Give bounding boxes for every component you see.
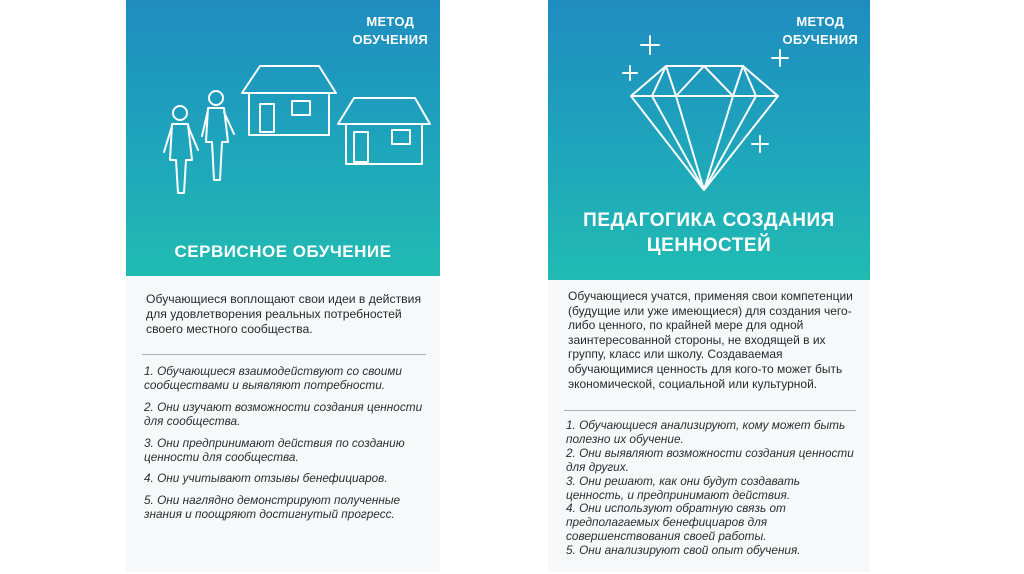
divider — [564, 410, 856, 411]
card-title-line-1: ПЕДАГОГИКА СОЗДАНИЯ — [583, 210, 835, 231]
step-text: 1. Обучающиеся взаимодействуют со своими сообществами и выявляют потребности. — [144, 364, 402, 393]
divider — [142, 354, 426, 355]
house-icon — [242, 66, 336, 135]
list-item — [144, 436, 430, 465]
service-learning-card — [126, 0, 440, 572]
card-header — [548, 0, 870, 280]
step-text: 4. Они учитывают отзывы бенефициаров. — [144, 471, 388, 486]
step-text: 3. Они решают, как они будут создавать ценность, и предпринимают действия. — [566, 473, 801, 502]
people-and-houses-icon — [126, 0, 440, 230]
step-text: 2. Они выявляют возможности создания ценности для других. — [566, 445, 854, 474]
list-item — [144, 471, 430, 485]
step-text: 5. Они анализируют свой опыт обучения. — [566, 543, 801, 558]
list-item — [566, 475, 860, 503]
list-item — [566, 447, 860, 475]
card-title-line-2: ЦЕННОСТЕЙ — [646, 235, 772, 256]
step-text: 1. Обучающиеся анализируют, кому может быть полезно их обучение. — [566, 418, 846, 446]
person-icon — [164, 106, 198, 193]
list-item — [566, 502, 860, 544]
step-text: 3. Они предпринимают действия по созданию ценности для сообщества. — [144, 435, 405, 465]
method-label-line-2: ОБУЧЕНИЯ — [352, 32, 428, 47]
steps-list — [144, 364, 430, 529]
method-label-line-1: МЕТОД — [366, 14, 415, 29]
list-item — [566, 419, 860, 447]
step-text: 5. Они наглядно демонстрируют полученные знания и поощряют достигнутый прогресс. — [144, 492, 401, 522]
value-creation-pedagogy-card — [548, 0, 870, 572]
steps-list — [566, 419, 860, 558]
list-item — [144, 364, 430, 393]
card-title — [548, 208, 870, 258]
card-title: СЕРВИСНОЕ ОБУЧЕНИЕ — [174, 242, 392, 261]
method-label-line-2: ОБУЧЕНИЯ — [782, 32, 858, 47]
diamond-icon — [548, 0, 870, 200]
list-item — [144, 493, 430, 522]
card-description: Обучающиеся учатся, применяя свои компетенции (будущие или уже имеющиеся) для создания чего-либо ценного, по крайней мере для одной заинтересованной стороны, не входящей в их группу, класс или школу. Создаваемая обучающимися ценность для кого-то может быть экономической, социальной или культурной. — [568, 289, 853, 391]
method-label-line-1: МЕТОД — [796, 14, 845, 29]
card-header — [126, 0, 440, 276]
step-text: 2. Они изучают возможности создания ценности для сообщества. — [144, 399, 423, 429]
list-item — [566, 544, 860, 558]
list-item — [144, 400, 430, 429]
sparkle-icon — [623, 36, 788, 152]
house-icon — [338, 98, 430, 164]
step-text: 4. Они используют обратную связь от предполагаемых бенефициаров для совершенствования своей работы. — [566, 501, 786, 544]
card-description: Обучающиеся воплощают свои идеи в действия для удовлетворения реальных потребностей своего местного сообщества. — [146, 292, 422, 336]
person-icon — [202, 91, 234, 180]
